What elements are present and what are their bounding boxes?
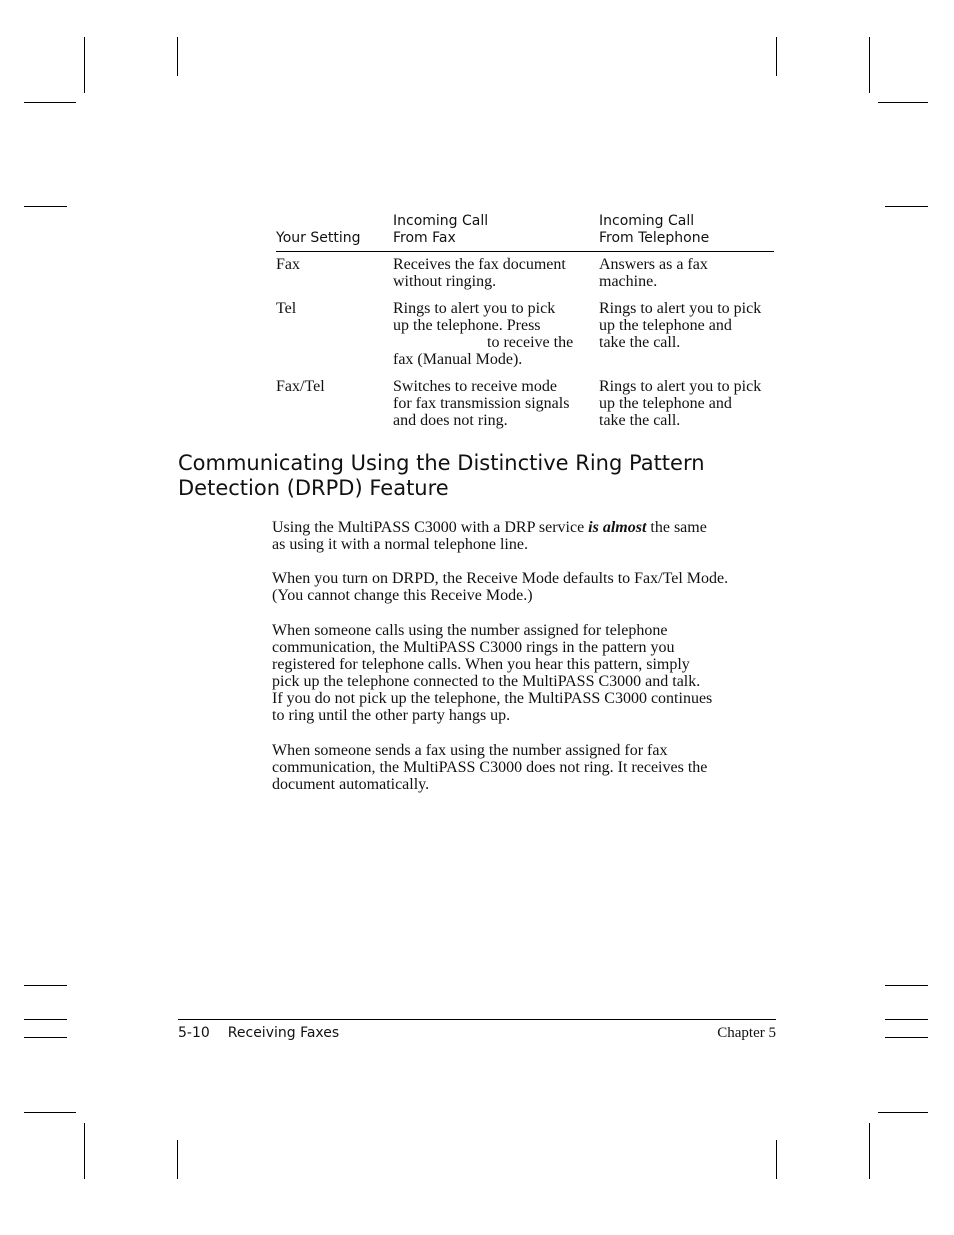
fax-cell: Receives the fax document without ringing.: [393, 256, 566, 290]
crop-mark: [885, 206, 928, 207]
telephone-cell: Rings to alert you to pick up the telephone and take the call.: [599, 300, 762, 351]
crop-mark: [24, 102, 76, 103]
telephone-cell: Rings to alert you to pick up the telephone and take the call.: [599, 378, 762, 429]
crop-mark: [869, 1123, 870, 1179]
setting-cell: Fax: [276, 256, 300, 273]
table-row: [276, 256, 774, 300]
crop-mark: [24, 206, 67, 207]
header-incoming-telephone: Incoming Call From Telephone: [599, 213, 710, 246]
fax-cell: Rings to alert you to pick up the telephone. Press to receive the fax (Manual Mode).: [393, 300, 574, 368]
crop-mark: [177, 37, 178, 76]
footer-rule: [178, 1019, 776, 1020]
fax-cell: Switches to receive mode for fax transmission signals and does not ring.: [393, 378, 570, 429]
telephone-cell: Answers as a fax machine.: [599, 256, 708, 290]
receive-mode-table: [276, 211, 774, 430]
crop-mark: [885, 1019, 928, 1020]
header-incoming-fax: Incoming Call From Fax: [393, 213, 489, 246]
crop-mark: [84, 37, 85, 93]
crop-mark: [24, 1037, 67, 1038]
crop-mark: [84, 1123, 85, 1179]
footer-page-info: [178, 1025, 339, 1042]
crop-mark: [776, 1140, 777, 1179]
crop-mark: [885, 1037, 928, 1038]
table-row: [276, 300, 774, 378]
crop-mark: [24, 1112, 76, 1113]
crop-mark: [24, 985, 67, 986]
paragraph-drp-service: Using the MultiPASS C3000 with a DRP service is almost the same as using it with a normal telephone line.: [272, 519, 707, 553]
crop-mark: [776, 37, 777, 76]
header-your-setting: Your Setting: [276, 230, 361, 246]
table-header: [276, 211, 774, 252]
crop-mark: [878, 102, 928, 103]
setting-cell: Tel: [276, 300, 297, 317]
crop-mark: [878, 1112, 928, 1113]
crop-mark: [869, 37, 870, 93]
paragraph-telephone-calls: When someone calls using the number assigned for telephone communication, the MultiPASS C3000 rings in the pattern you registered for telephone calls. When you hear this pattern, simply pick up the telephone connected to the MultiPASS C3000 and talk. If you do not pick up the telephone, the MultiPASS C3000 continues to ring until the other party hangs up.: [272, 622, 713, 724]
table-row: [276, 378, 774, 430]
paragraph-receive-mode: When you turn on DRPD, the Receive Mode defaults to Fax/Tel Mode. (You cannot change this Receive Mode.): [272, 570, 729, 604]
crop-mark: [24, 1019, 67, 1020]
setting-cell: Fax/Tel: [276, 378, 325, 395]
page-number: 5-10: [178, 1025, 210, 1041]
paragraph-fax-calls: When someone sends a fax using the number assigned for fax communication, the MultiPASS C3000 does not ring. It receives the document automatically.: [272, 742, 708, 793]
section-heading: Communicating Using the Distinctive Ring Pattern Detection (DRPD) Feature: [178, 451, 705, 500]
crop-mark: [885, 985, 928, 986]
footer-chapter: Chapter 5: [717, 1025, 776, 1041]
crop-mark: [177, 1140, 178, 1179]
footer-section-title: Receiving Faxes: [227, 1025, 340, 1041]
